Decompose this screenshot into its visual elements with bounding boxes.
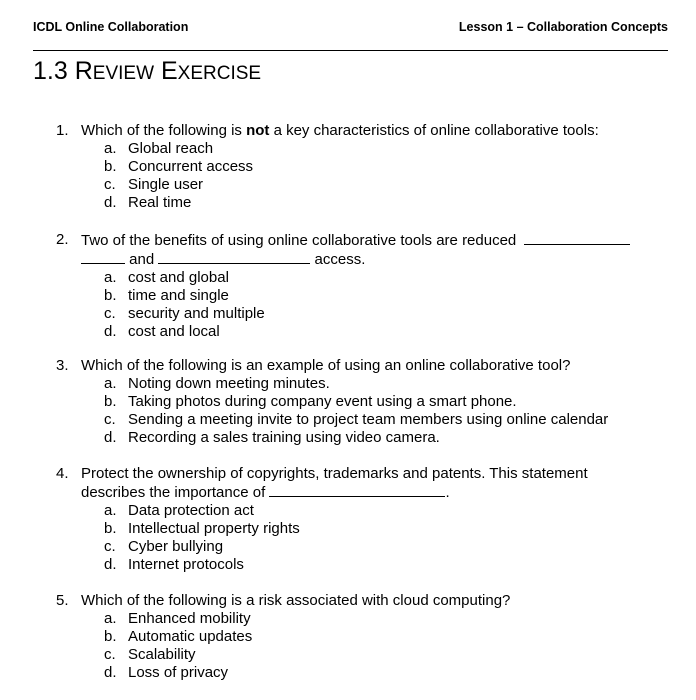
option-list <box>104 140 656 212</box>
option: b. Taking photos during company event using a smart phone. <box>104 393 517 410</box>
option-list <box>104 269 656 341</box>
course-title: ICDL Online Collaboration <box>33 20 189 34</box>
answer-blank <box>81 250 125 264</box>
option: c. security and multiple <box>104 305 265 322</box>
question-text: Two of the benefits of using online collaborative tools are reduced <box>81 231 656 250</box>
question-text-line2: describes the importance of . <box>81 484 450 501</box>
option: c. Scalability <box>104 646 196 663</box>
option: b. Concurrent access <box>104 158 254 175</box>
option: c. Single user <box>104 176 204 193</box>
title-word1-cap: R <box>74 57 93 85</box>
section-number: 1.3 <box>33 57 68 85</box>
option: c. Cyber bullying <box>104 538 224 555</box>
option-list <box>104 502 656 574</box>
question-number: 1. <box>56 122 69 139</box>
option-list <box>104 375 656 447</box>
page-header <box>33 20 668 40</box>
option: d. Loss of privacy <box>104 664 229 681</box>
option: d. Internet protocols <box>104 556 244 573</box>
option: a. Noting down meeting minutes. <box>104 375 330 392</box>
question-3 <box>56 357 656 447</box>
question-number: 3. <box>56 357 69 374</box>
option: d. Real time <box>104 194 192 211</box>
answer-blank <box>158 250 310 264</box>
option: a. Global reach <box>104 140 214 157</box>
question-text: Which of the following is an example of using an online collaborative tool? <box>81 357 571 374</box>
title-word2-rest: XERCISE <box>177 63 262 84</box>
question-number: 2. <box>56 231 69 248</box>
option: c. Sending a meeting invite to project team members using online calendar <box>104 411 609 428</box>
question-text-line2: and access. <box>81 250 656 269</box>
title-word2-cap: E <box>160 57 178 85</box>
option: b. time and single <box>104 287 229 304</box>
question-5 <box>56 592 656 682</box>
lesson-title: Lesson 1 – Collaboration Concepts <box>458 20 668 34</box>
answer-blank <box>269 483 445 497</box>
option: d. cost and local <box>104 323 220 340</box>
question-4 <box>56 465 656 574</box>
option-list <box>104 610 656 682</box>
section-title <box>33 57 261 86</box>
emphasis-not: not <box>246 122 270 139</box>
option: a. Enhanced mobility <box>104 610 251 627</box>
option: a. Data protection act <box>104 502 254 519</box>
header-divider <box>33 50 668 51</box>
option: a. cost and global <box>104 269 229 286</box>
question-text: Which of the following is a risk associated with cloud computing? <box>81 592 511 609</box>
title-word1-rest: EVIEW <box>92 63 155 84</box>
question-text: Which of the following is not a key characteristics of online collaborative tools: <box>81 122 599 139</box>
option: b. Intellectual property rights <box>104 520 300 537</box>
question-number: 5. <box>56 592 69 609</box>
option: b. Automatic updates <box>104 628 253 645</box>
question-number: 4. <box>56 465 69 482</box>
answer-blank <box>524 231 630 245</box>
question-2 <box>56 231 656 341</box>
question-1 <box>56 122 656 212</box>
option: d. Recording a sales training using video camera. <box>104 429 440 446</box>
question-text: Protect the ownership of copyrights, trademarks and patents. This statement <box>81 465 588 482</box>
